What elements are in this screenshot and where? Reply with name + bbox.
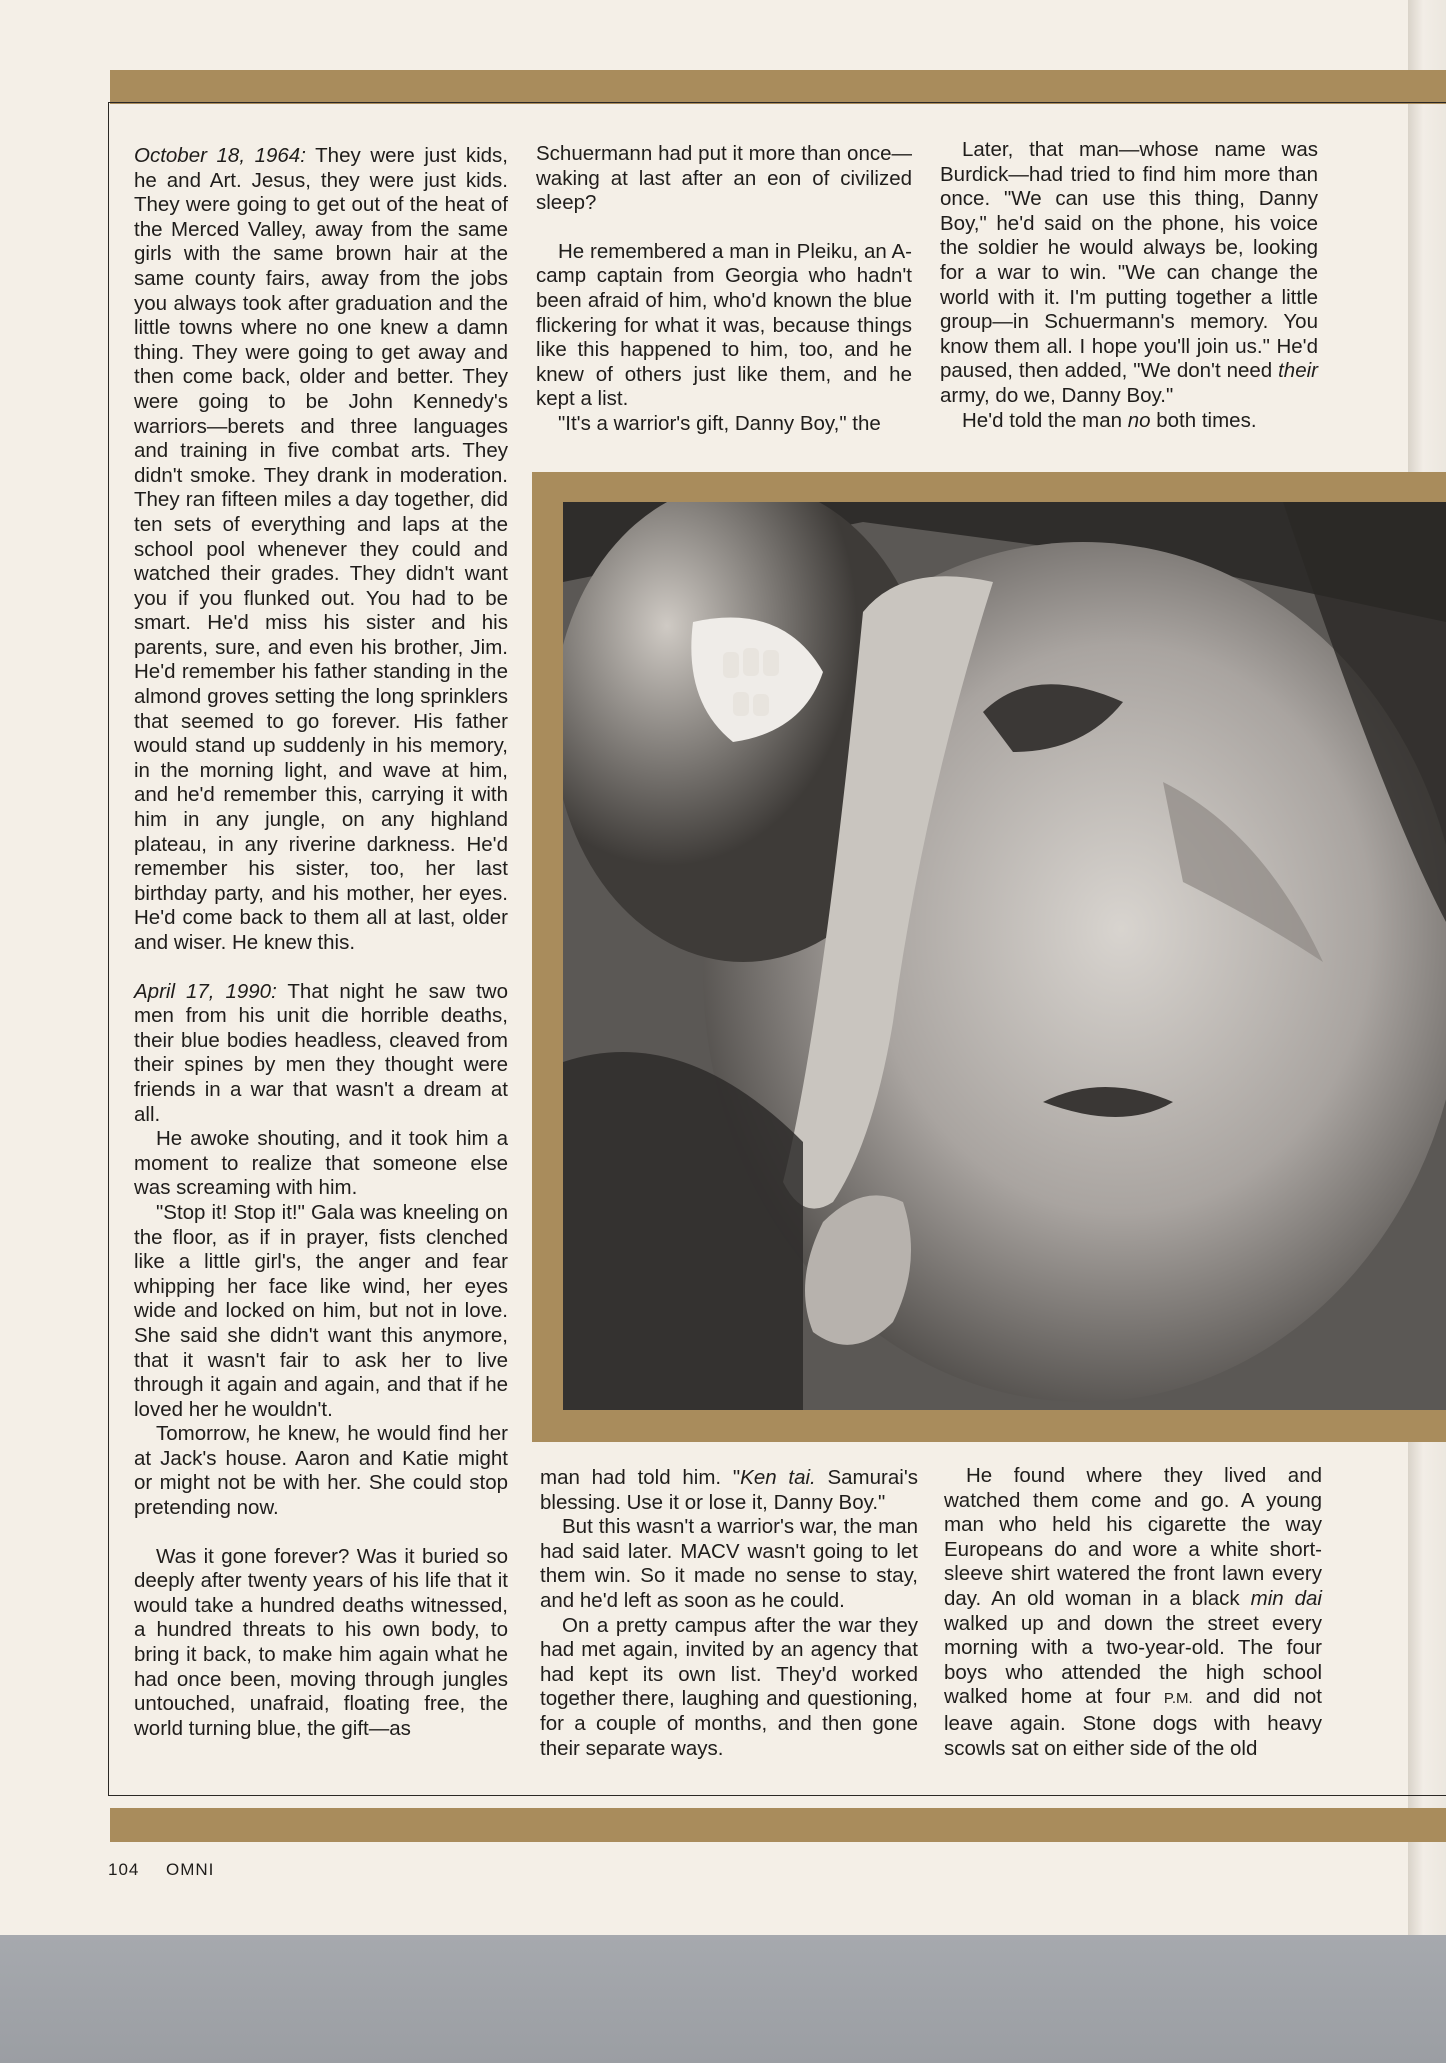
paragraph-text: Samurai's blessing. Use it or lose it, Danny Boy." bbox=[540, 1466, 918, 1514]
page-number: 104 bbox=[108, 1860, 140, 1879]
column-2 bbox=[536, 142, 912, 437]
magazine-name: OMNI bbox=[166, 1860, 215, 1879]
paragraph-text: Later, that man—whose name was Burdick—had tried to find him more than once. "We can use this thing, Danny Boy," he'd said on the phone, his voice the soldier he would always be, looking for a war to win. "We can change the world with it. I'm putting together a little group—in Schuermann's memory. You know them all. I hope you'll join us." He'd paused, then added, "We don't need bbox=[940, 138, 1318, 383]
portrait-drawing bbox=[563, 502, 1446, 1410]
column-3 bbox=[940, 138, 1318, 433]
emphasis: no bbox=[1127, 408, 1151, 432]
dateline: April 17, 1990: bbox=[134, 979, 277, 1003]
scanner-background bbox=[0, 1935, 1446, 2063]
column-3-lower bbox=[944, 1464, 1322, 1761]
paragraph: But this wasn't a warrior's war, the man had said later. MACV wasn't going to let them win. So it made no sense to stay, and he'd left as soon as he could. bbox=[540, 1515, 918, 1612]
emphasis: their bbox=[1278, 359, 1318, 383]
dateline: October 18, 1964: bbox=[134, 144, 306, 167]
paragraph-text: both times. bbox=[1150, 408, 1257, 432]
paragraph: Tomorrow, he knew, he would find her at Jack's house. Aaron and Katie might or might not be with her. She could stop pretending now. bbox=[134, 1422, 508, 1520]
paragraph: "Stop it! Stop it!" Gala was kneeling on the floor, as if in prayer, fists clenched like a little girl's, the anger and fear whipping her face like wind, her eyes wide and locked on him, but not in love. She said she didn't want this anymore, that it wasn't fair to ask her to live through it again and again, and that if he loved her he wouldn't. bbox=[134, 1200, 508, 1421]
paragraph bbox=[540, 1466, 918, 1515]
paragraph-text: man had told him. " bbox=[540, 1466, 741, 1489]
paragraph: He awoke shouting, and it took him a moment to realize that someone else was screaming with him. bbox=[134, 1127, 508, 1200]
column-2-lower bbox=[540, 1466, 918, 1761]
paragraph-text: He'd told the man bbox=[962, 408, 1128, 432]
paragraph-text: That night he saw two men from his unit die horrible deaths, their blue bodies headless, cleaved from their spines by men they thought were friends in a war that wasn't a dream at all. bbox=[134, 979, 508, 1126]
bottom-decorative-band bbox=[110, 1808, 1446, 1842]
paragraph: "It's a warrior's gift, Danny Boy," the bbox=[558, 411, 881, 435]
paragraph-text: He found where they lived and watched them come and go. A young man who held his cigarette the way Europeans do and wore a white short-sleeve shirt watered the front lawn every day. An old woman in a black bbox=[944, 1464, 1322, 1610]
paragraph bbox=[944, 1464, 1322, 1761]
small-caps-time: P.M. bbox=[1163, 1690, 1193, 1708]
paragraph bbox=[940, 138, 1318, 409]
paragraph: He remembered a man in Pleiku, an A-camp captain from Georgia who hadn't been afraid of him, who'd known the blue flickering for what it was, because things like this happened to him, too, and he knew of others just like them, and he kept a list. bbox=[536, 239, 912, 411]
paragraph-text: They were just kids, he and Art. Jesus, they were just kids. They were going to get out of the heat of the Merced Valley, away from the same girls with the same brown hair at the same county fairs, away from the jobs you always took after graduation and the little towns where no one knew a damn thing. They were going to get away and then come back, older and better. They were going to be John Kennedy's warriors—berets and three languages and training in five combat arts. They didn't smoke. They drank in moderation. They ran fifteen miles a day together, did ten sets of everything and laps at the school pool whenever they could and watched their grades. They didn't want you if you flunked out. You had to be smart. He'd miss his sister and his parents, sure, and even his brother, Jim. He'd remember his father standing in the almond groves setting the long sprinklers that seemed to go forever. His father would stand up suddenly in his memory, in the morning light, and wave at him, and he'd remember this, carrying it with him in any jungle, on any highland plateau, in any riverine darkness. He'd remember his sister, too, her last birthday party, and his mother, her eyes. He'd come back to them all at last, older and wiser. He knew this. bbox=[134, 144, 508, 954]
paragraph bbox=[940, 409, 1318, 434]
paragraph bbox=[134, 980, 508, 1128]
column-1 bbox=[134, 144, 508, 1741]
paragraph: Schuermann had put it more than once—waking at last after an eon of civilized sleep? bbox=[536, 142, 912, 215]
top-decorative-band bbox=[110, 70, 1446, 104]
paragraph-text: army, do we, Danny Boy." bbox=[940, 383, 1174, 407]
paragraph bbox=[134, 144, 508, 956]
emphasis: min dai bbox=[1250, 1586, 1322, 1610]
paragraph-text: walked up and down the street every morning with a two-year-old. The four boys who attended the high school walked home at four bbox=[944, 1611, 1322, 1709]
paragraph: Was it gone forever? Was it buried so deeply after twenty years of his life that it would take a hundred deaths witnessed, a hundred threats to his own body, to bring it back, to make him again what he had once been, moving through jungles untouched, unafraid, floating free, the world turning blue, the gift—as bbox=[134, 1544, 508, 1740]
paragraph: On a pretty campus after the war they had met again, invited by an agency that had kept its own list. They'd worked together there, laughing and questioning, for a couple of months, and then gone their separate ways. bbox=[540, 1613, 918, 1760]
paragraph-text: and did not leave again. Stone dogs with heavy scowls sat on either side of the old bbox=[944, 1685, 1322, 1760]
illustration bbox=[563, 502, 1446, 1410]
emphasis: Ken tai. bbox=[740, 1466, 816, 1489]
